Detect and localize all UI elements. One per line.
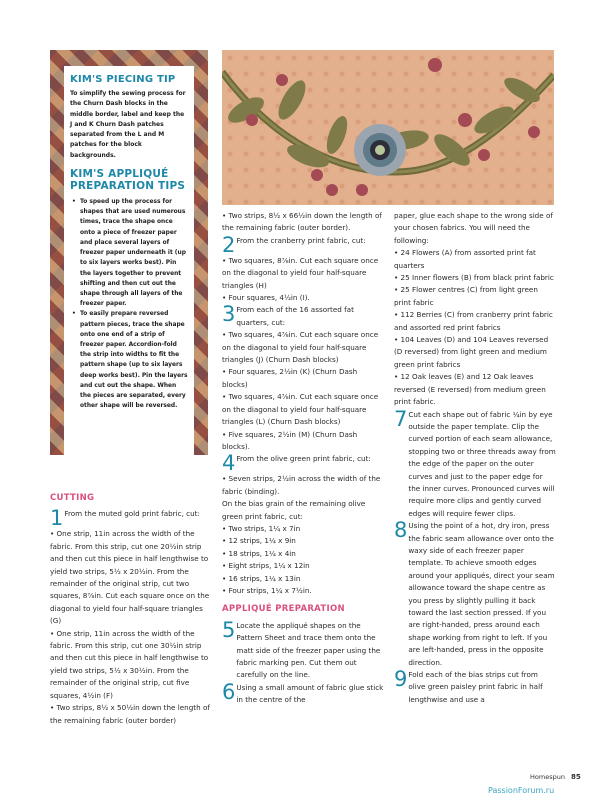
step-1 (50, 506, 210, 531)
step-text: Cut each shape out of fabric ¼in by eye outside the paper template. Clip the curved portion of each seam allowance, stopping two or three threads away from the edge of the paper on the outer curves and just to the paper edge for the inner curves. Pronounced curves will require more clips and gently curved edges will require fewer clips. (408, 409, 556, 518)
step-3 (222, 304, 384, 329)
cut-item: • Two strips, 8½ x 50½in down the length of the remaining fabric (outer border) (50, 703, 210, 725)
step-5 (222, 617, 384, 682)
tip-item: • To speed up the process for shapes that are used numerous times, trace the shape once onto a piece of freezer paper and place several layers of freezer paper underneath it (up to six layers works best). Pin the layers together to prevent shifting and then cut out the shape through all layers of the freezer paper. (70, 197, 188, 309)
watermark: PassionForum.ru (488, 786, 555, 795)
step-number: 7 (394, 406, 408, 431)
shape-item: • 12 Oak leaves (E) and 12 Oak leaves reversed (E reversed) from medium green print fabric. (394, 372, 546, 407)
cut-item: • One strip, 11in across the width of the fabric. From this strip, cut one 30½in strip and then cut this piece in half lengthwise to yield two strips, 5½ x 30½in. From the remainder of the original strip, cut five squares, 4½in (F) (50, 628, 209, 700)
step-number: 5 (222, 617, 236, 642)
step-text: From the olive green print fabric, cut: (236, 454, 371, 464)
step-text: Using the point of a hot, dry iron, press the fabric seam allowance over onto the waxy side of each freezer paper template. To achieve smooth edges around your appliqués, direct your seam allowance toward the shape centre as you press by slightly pulling it back toward the last section pressed. If you are right-handed, press around each shape working from right to left. If you are left-handed, press in the opposite direction. (408, 521, 555, 667)
magazine-name: Homespun (530, 773, 565, 781)
step-number: 4 (222, 451, 236, 476)
step-number: 9 (394, 667, 408, 692)
step-text: Fold each of the bias strips cut from olive green paisley print fabric in half lengthwise and use a (408, 670, 543, 704)
step-text: From each of the 16 assorted fat quarters, cut: (236, 305, 354, 327)
page-footer (530, 773, 581, 781)
page-number: 85 (570, 773, 581, 781)
cut-item: • Five squares, 2½in (M) (Churn Dash blocks). (222, 429, 358, 451)
strip-item: • 12 strips, 1¼ x 9in (222, 536, 296, 546)
piecing-tip-body: To simplify the sewing process for the Churn Dash blocks in the middle border, label and keep the J and K Churn Dash patches separated from the L and M patches for the block backgrounds. (70, 90, 186, 159)
step-number: 3 (222, 302, 236, 327)
tip-item: • To easily prepare reversed pattern pieces, trace the shape onto one end of a strip of freezer paper. Accordion-fold the strip into widths to fit the pattern shape (up to six layers deep works best). Pin the layers and cut out the shape. When the pieces are separated, every other shape will be reversed. (70, 309, 188, 411)
step-text: Locate the appliqué shapes on the Pattern Sheet and trace them onto the matt side of the freezer paper using the fabric marking pen. Cut them out carefully on the line. (236, 620, 381, 680)
step-text: From the muted gold print fabric, cut: (64, 509, 200, 519)
strip-item: • 16 strips, 1¼ x 13in (222, 573, 301, 583)
step-number: 1 (50, 506, 64, 531)
applique-illustration (222, 50, 554, 205)
shape-item: • 25 Flower centres (C) from light green print fabric (394, 285, 538, 307)
cut-item: • Four squares, 4½in (I). (222, 293, 310, 303)
step-text: Using a small amount of fabric glue stick in the centre of the (236, 682, 384, 705)
shape-item: • 25 Inner flowers (B) from black print fabric (394, 273, 554, 283)
step-number: 8 (394, 518, 408, 543)
strip-item: • 18 strips, 1¼ x 4in (222, 548, 296, 558)
cut-item: • Two strips, 8½ x 66½in down the length of the remaining fabric (outer border). (222, 211, 382, 233)
strip-item: • Two strips, 1¼ x 7in (222, 523, 301, 533)
cut-item: • Two squares, 8⅞in. Cut each square once on the diagonal to yield four half-square triangles (H) (222, 255, 379, 290)
column-3 (394, 210, 556, 706)
step-2 (222, 232, 384, 257)
applique-preparation-heading: APPLIQUÉ PREPARATION (222, 604, 345, 615)
strip-item: • Eight strips, 1¼ x 12in (222, 561, 310, 571)
shape-item: • 24 Flowers (A) from assorted print fat quarters (394, 248, 536, 270)
applique-photo (222, 50, 554, 205)
step-number: 2 (222, 232, 236, 257)
column-1 (50, 490, 210, 727)
step-4 (222, 451, 384, 476)
piecing-tip-title: KIM'S PIECING TIP (70, 74, 176, 85)
step-9 (394, 669, 556, 706)
step-8 (394, 520, 556, 669)
step-number: 6 (222, 679, 236, 704)
paragraph: paper, glue each shape to the wrong side of your chosen fabrics. You will need the following: (394, 211, 553, 245)
shape-item: • 104 Leaves (D) and 104 Leaves reversed (D reversed) from light green and medium green print fabrics (394, 335, 549, 369)
column-2 (222, 210, 384, 707)
paragraph: On the bias grain of the remaining olive green print fabric, cut: (222, 499, 366, 521)
tip-box (64, 66, 194, 456)
shape-item: • 112 Berries (C) from cranberry print fabric and assorted red print fabrics (394, 310, 553, 332)
cutting-heading: CUTTING (50, 493, 95, 503)
strip-item: • Four strips, 1¼ x 7½in. (222, 585, 312, 595)
cut-item: • Two squares, 4⅞in. Cut each square once on the diagonal to yield four half-square triangles (J) (Churn Dash blocks) (222, 330, 379, 365)
cut-item: • Seven strips, 2½in across the width of the fabric (binding). (222, 474, 381, 496)
step-6 (222, 679, 384, 707)
cut-item: • Two squares, 4⅞in. Cut each square once on the diagonal to yield four half-square triangles (L) (Churn Dash blocks) (222, 392, 379, 427)
cut-item: • Four squares, 2½in (K) (Churn Dash blocks) (222, 367, 358, 389)
step-7 (394, 406, 556, 521)
applique-tips-title: KIM'S APPLIQUÉ PREPARATION TIPS (70, 168, 186, 193)
applique-tips-list (70, 197, 188, 411)
step-text: From the cranberry print fabric, cut: (236, 235, 366, 245)
cut-item: • One strip, 11in across the width of the fabric. From this strip, cut one 20½in strip and then cut this piece in half lengthwise to yield two strips, 5½ x 20½in. From the remainder of the original strip, cut two squares, 8⅞in. Cut each square once on the diagonal to yield four half-square triangles (G) (50, 529, 210, 626)
